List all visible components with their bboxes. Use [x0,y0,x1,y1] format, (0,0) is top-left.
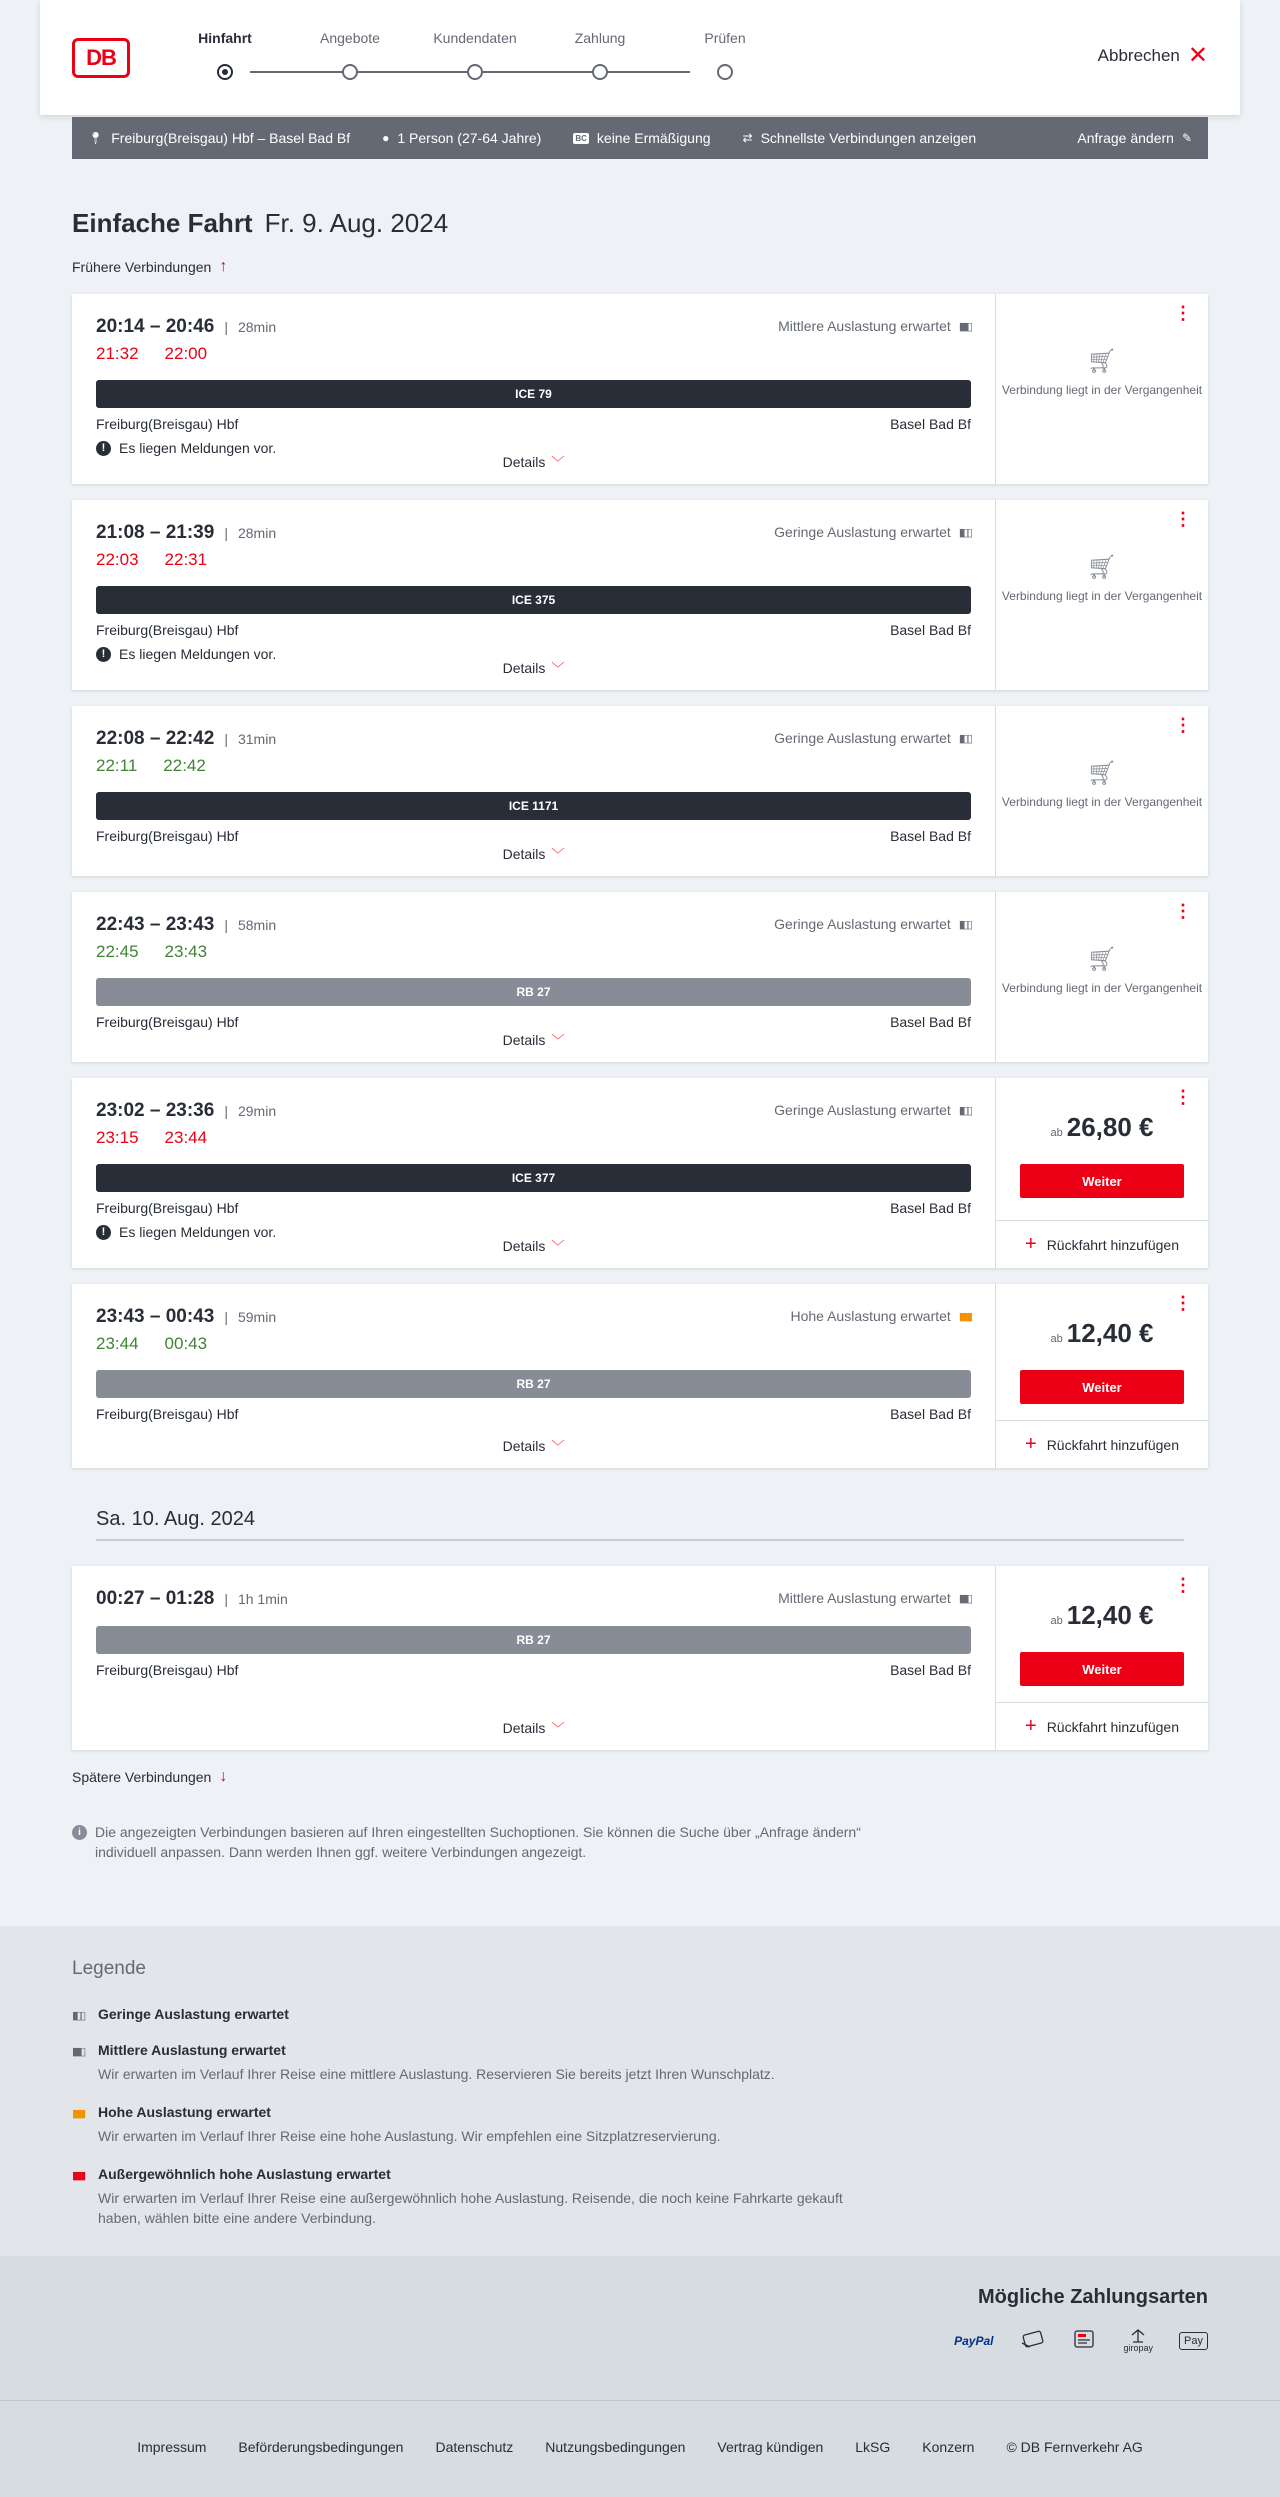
price-prefix: ab [1050,1333,1063,1345]
duration: 28min [237,319,277,335]
divider: | [224,917,228,933]
train-bar[interactable]: ICE 377 [96,1164,971,1192]
footer-link[interactable]: Nutzungsbedingungen [545,2439,686,2455]
occupancy-icon: ▮▮▯ [958,1592,971,1605]
price [996,1600,1208,1631]
realtime-departure: 22:03 [96,550,139,569]
step-pruefen[interactable]: Prüfen [670,30,780,80]
legend-desc: Wir erwarten im Verlauf Ihrer Reise eine mittlere Auslastung. Reservieren Sie bereits jetzt Ihren Wunschplatz. [98,2066,775,2082]
occupancy-icon: ▮▮▮ [958,1310,971,1323]
stations [96,416,971,432]
arrival-station: Basel Bad Bf [890,416,971,432]
duration: 1h 1min [237,1591,288,1607]
more-options-icon[interactable]: ⋮ [1174,509,1192,529]
stations [96,1200,971,1216]
footer-link[interactable]: Impressum [137,2439,207,2455]
cart-unavailable-icon: 🛒︎ [1086,760,1118,787]
stations [96,1406,971,1422]
details-button[interactable] [72,1436,995,1455]
price-prefix: ab [1050,1615,1063,1627]
step-dot-icon [717,64,733,80]
arrival-station: Basel Bad Bf [890,1662,971,1678]
load-indicator [778,318,971,334]
legend-item [72,2104,1208,2146]
divider: | [224,1309,228,1325]
load-indicator [778,1590,971,1606]
discount-summary[interactable]: BC keine Ermäßigung [575,130,711,146]
legend-desc: Wir erwarten im Verlauf Ihrer Reise eine außergewöhnlich hohe Auslastung. Reisende, die noch keine Fahrkarte gekauft haben, wählen bitte eine andere Verbindung. [98,2190,843,2226]
realtime-arrival: 00:43 [164,1334,208,1353]
realtime-arrival: 23:43 [164,942,208,961]
details-label: Details [502,1032,546,1048]
planned-times: 20:14 – 20:46 [96,316,215,337]
continue-button[interactable]: Weiter [1020,1652,1184,1686]
chevron-down-icon: ﹀ [551,1239,565,1254]
plus-icon: + [1025,1715,1037,1737]
location-pin-icon: 📍︎ [88,131,104,145]
connection-main [72,294,995,484]
step-zahlung[interactable]: Zahlung [545,30,655,80]
planned-times: 00:27 – 01:28 [96,1588,215,1609]
stations [96,1662,971,1678]
occupancy-icon: ▮▮▮ [72,2108,85,2120]
past-connection [996,760,1208,810]
departure-station: Freiburg(Breisgau) Hbf [96,1406,239,1422]
occupancy-icon: ▮▮▯ [72,2046,85,2058]
alert-icon: ! [96,1225,111,1240]
close-icon: ✕ [1187,42,1208,69]
load-indicator [774,524,971,540]
step-dot-icon [592,64,608,80]
load-indicator [774,1102,971,1118]
offer-panel [995,1078,1208,1268]
realtime-departure: 22:11 [96,756,138,775]
realtime-departure: 22:45 [96,942,139,961]
trip-date: Fr. 9. Aug. 2024 [264,208,449,238]
footer-link[interactable]: LkSG [855,2439,891,2455]
details-button[interactable] [72,452,995,471]
legend-name: Hohe Auslastung erwartet [98,2104,271,2120]
plus-icon: + [1025,1433,1037,1455]
connection-main [72,500,995,690]
details-button[interactable] [72,844,995,863]
chevron-down-icon: ﹀ [551,847,565,862]
arrow-up-icon: ↑ [219,258,228,275]
search-summary-bar [72,117,1208,159]
past-text: Verbindung liegt in der Vergangenheit [1001,981,1203,995]
load-label: Geringe Auslastung erwartet [774,916,951,932]
train-bar[interactable]: ICE 1171 [96,792,971,820]
divider: | [224,1103,228,1119]
departure-station: Freiburg(Breisgau) Hbf [96,1014,239,1030]
change-request-button[interactable]: Anfrage ändern ✎ [1077,130,1192,146]
realtime-departure: 23:15 [96,1128,139,1147]
details-label: Details [502,1438,546,1454]
legend-list [72,2006,1208,2228]
search-info: i Die angezeigten Verbindungen basieren auf Ihren eingestellten Suchoptionen. Sie können die Suche über „Anfrage ändern“ individuell anpassen. Dann werden Ihnen ggf. weitere Verbindungen angezeigt. [72,1822,872,1862]
offer-panel [995,1284,1208,1468]
alert-icon: ! [96,647,111,662]
more-options-icon[interactable]: ⋮ [1174,303,1192,323]
sepa-icon [1072,2328,1098,2353]
details-button[interactable] [72,1030,995,1049]
apple-pay-icon: Pay [1179,2332,1208,2350]
details-label: Details [502,1720,546,1736]
connection-card[interactable] [72,706,1208,876]
later-connections-link[interactable]: Spätere Verbindungen ↓ [72,1768,228,1785]
cart-unavailable-icon: 🛒︎ [1086,946,1118,973]
cart-unavailable-icon: 🛒︎ [1086,348,1118,375]
duration: 58min [237,917,277,933]
step-hinfahrt[interactable]: Hinfahrt [170,30,280,80]
legend-item [72,2042,1208,2084]
occupancy-icon: ▮▯▯ [958,526,971,539]
planned-times: 22:08 – 22:42 [96,728,215,749]
credit-card-icon [1020,2329,1046,2352]
chevron-down-icon: ﹀ [551,1721,565,1736]
connection-card[interactable] [72,892,1208,1062]
more-options-icon[interactable]: ⋮ [1174,715,1192,735]
legend-item [72,2166,1208,2228]
page-title [72,208,448,239]
occupancy-icon: ▮▮▯ [958,320,971,333]
past-text: Verbindung liegt in der Vergangenheit [1001,383,1203,397]
connection-main [72,706,995,876]
divider: | [224,731,228,747]
legend-text [98,2104,858,2146]
more-options-icon[interactable]: ⋮ [1174,1087,1192,1107]
offer-panel [995,500,1208,690]
more-options-icon[interactable]: ⋮ [1174,901,1192,921]
realtime-departure: 23:44 [96,1334,139,1353]
person-icon: ● [382,131,390,145]
past-connection [996,946,1208,996]
connection-main [72,1284,995,1468]
load-indicator [774,730,971,746]
legend-item [72,2006,1208,2022]
legend-title: Legende [72,1958,146,1979]
realtime-times [96,1128,971,1148]
details-label: Details [502,846,546,862]
details-label: Details [502,454,546,470]
planned-times: 22:43 – 23:43 [96,914,215,935]
occupancy-icon: ▮▯▯ [958,1104,971,1117]
footer-link[interactable]: Datenschutz [435,2439,514,2455]
notice-text: Es liegen Meldungen vor. [119,440,277,456]
occupancy-icon: ▮▮▮ [72,2170,85,2182]
departure-station: Freiburg(Breisgau) Hbf [96,828,239,844]
price-value: 12,40 € [1066,1600,1154,1630]
arrow-down-icon: ↓ [219,1768,228,1785]
passenger-summary[interactable]: ● 1 Person (27-64 Jahre) [382,130,542,146]
footer-link[interactable]: Beförderungsbedingungen [238,2439,404,2455]
paypal-icon: PayPal [954,2333,994,2348]
header [40,0,1240,115]
load-label: Hohe Auslastung erwartet [790,1308,951,1324]
giropay-icon: giropay [1124,2329,1154,2353]
connection-card[interactable] [72,1566,1208,1750]
route-summary[interactable]: 📍︎ Freiburg(Breisgau) Hbf – Basel Bad Bf [88,130,351,146]
chevron-down-icon: ﹀ [551,1439,565,1454]
offer-panel [995,294,1208,484]
step-kundendaten[interactable]: Kundendaten [420,30,530,80]
cart-unavailable-icon: 🛒︎ [1086,554,1118,581]
train-bar[interactable]: RB 27 [96,978,971,1006]
realtime-times [96,1334,971,1354]
return-label: Rückfahrt hinzufügen [1046,1718,1179,1735]
continue-button[interactable]: Weiter [1020,1164,1184,1198]
planned-times: 23:02 – 23:36 [96,1100,215,1121]
realtime-arrival: 22:00 [164,344,208,363]
load-label: Mittlere Auslastung erwartet [778,1590,951,1606]
load-label: Mittlere Auslastung erwartet [778,318,951,334]
stations [96,622,971,638]
details-label: Details [502,660,546,676]
legend-name: Mittlere Auslastung erwartet [98,2042,286,2058]
arrival-station: Basel Bad Bf [890,1406,971,1422]
db-logo[interactable]: DB [72,38,130,78]
plus-icon: + [1025,1233,1037,1255]
stations [96,828,971,844]
details-button[interactable] [72,1236,995,1255]
offer-panel [995,892,1208,1062]
past-text: Verbindung liegt in der Vergangenheit [1001,795,1203,809]
info-icon: i [72,1825,87,1840]
step-dot-icon [467,64,483,80]
footer-links [0,2439,1280,2455]
earlier-connections-link[interactable]: Frühere Verbindungen ↑ [72,258,228,275]
cancel-label: Abbrechen [1097,46,1180,65]
price [996,1112,1208,1143]
step-dot-icon [217,64,233,80]
occupancy-icon: ▮▯▯ [958,732,971,745]
realtime-arrival: 22:42 [163,756,206,775]
stations [96,1014,971,1030]
train-bar[interactable]: RB 27 [96,1370,971,1398]
day-separator: Sa. 10. Aug. 2024 [96,1508,1184,1541]
realtime-times [96,756,971,776]
departure-station: Freiburg(Breisgau) Hbf [96,1200,239,1216]
departure-station: Freiburg(Breisgau) Hbf [96,622,239,638]
payment-icons [954,2328,1208,2353]
price-value: 12,40 € [1066,1318,1154,1348]
price-prefix: ab [1050,1127,1063,1139]
realtime-departure: 21:32 [96,344,139,363]
add-return-button[interactable] [996,1702,1208,1750]
add-return-button[interactable] [996,1420,1208,1468]
train-bar[interactable]: RB 27 [96,1626,971,1654]
trip-type: Einfache Fahrt [72,208,253,238]
connection-card[interactable] [72,500,1208,690]
arrival-station: Basel Bad Bf [890,828,971,844]
planned-times: 23:43 – 00:43 [96,1306,215,1327]
realtime-times [96,942,971,962]
realtime-arrival: 22:31 [164,550,208,569]
chevron-down-icon: ﹀ [551,455,565,470]
more-options-icon[interactable]: ⋮ [1174,1293,1192,1313]
connection-main [72,892,995,1062]
step-angebote[interactable]: Angebote [295,30,405,80]
legend-name: Geringe Auslastung erwartet [98,2006,289,2022]
train-bar[interactable]: ICE 375 [96,586,971,614]
departure-station: Freiburg(Breisgau) Hbf [96,416,239,432]
legend-text [98,2166,858,2228]
notice-text: Es liegen Meldungen vor. [119,646,277,662]
step-dot-icon [342,64,358,80]
payment-methods [0,2256,1280,2400]
train-bar[interactable]: ICE 79 [96,380,971,408]
planned-times: 21:08 – 21:39 [96,522,215,543]
load-label: Geringe Auslastung erwartet [774,730,951,746]
offer-panel [995,1566,1208,1750]
arrival-station: Basel Bad Bf [890,1200,971,1216]
arrival-station: Basel Bad Bf [890,622,971,638]
swap-icon: ⇄ [742,131,753,145]
duration: 29min [237,1103,277,1119]
cancel-button[interactable] [1097,42,1208,69]
connection-card[interactable] [72,294,1208,484]
price-value: 26,80 € [1066,1112,1154,1142]
chevron-down-icon: ﹀ [551,1033,565,1048]
departure-station: Freiburg(Breisgau) Hbf [96,1662,239,1678]
connection-main [72,1078,995,1268]
price [996,1318,1208,1349]
add-return-button[interactable] [996,1220,1208,1268]
divider: | [224,319,228,335]
details-button[interactable] [72,658,995,677]
legend-name: Außergewöhnlich hohe Auslastung erwartet [98,2166,391,2182]
copyright: © DB Fernverkehr AG [1006,2439,1143,2455]
details-label: Details [502,1238,546,1254]
alert-icon: ! [96,441,111,456]
divider: | [224,525,228,541]
past-connection [996,348,1208,398]
legend-text [98,2042,858,2084]
connection-card[interactable] [72,1284,1208,1468]
past-text: Verbindung liegt in der Vergangenheit [1001,589,1203,603]
footer-link[interactable]: Konzern [922,2439,975,2455]
details-button[interactable] [72,1718,995,1737]
return-label: Rückfahrt hinzufügen [1046,1236,1179,1253]
connection-main [72,1566,995,1750]
return-label: Rückfahrt hinzufügen [1046,1436,1179,1453]
fastest-toggle[interactable]: ⇄ Schnellste Verbindungen anzeigen [742,130,977,146]
occupancy-icon: ▮▯▯ [72,2010,85,2022]
chevron-down-icon: ﹀ [551,661,565,676]
duration: 31min [237,731,277,747]
footer-link[interactable]: Vertrag kündigen [717,2439,824,2455]
legend-desc: Wir erwarten im Verlauf Ihrer Reise eine hohe Auslastung. Wir empfehlen eine Sitzplatzreservierung. [98,2128,721,2144]
pencil-icon: ✎ [1181,131,1192,145]
continue-button[interactable]: Weiter [1020,1370,1184,1404]
footer [0,2400,1280,2497]
legend [0,1926,1280,2256]
load-indicator [774,916,971,932]
duration: 28min [237,525,277,541]
connection-card[interactable] [72,1078,1208,1268]
past-connection [996,554,1208,604]
realtime-times [96,344,971,364]
load-label: Geringe Auslastung erwartet [774,524,951,540]
realtime-times [96,550,971,570]
load-indicator [791,1308,972,1324]
offer-panel [995,706,1208,876]
load-label: Geringe Auslastung erwartet [774,1102,951,1118]
duration: 59min [237,1309,277,1325]
more-options-icon[interactable]: ⋮ [1174,1575,1192,1595]
arrival-station: Basel Bad Bf [890,1014,971,1030]
divider: | [224,1591,228,1607]
bahncard-icon: BC [575,133,587,143]
notice-text: Es liegen Meldungen vor. [119,1224,277,1240]
legend-text [98,2006,289,2022]
payment-title: Mögliche Zahlungsarten [977,2286,1208,2308]
occupancy-icon: ▮▯▯ [958,918,971,931]
progress-stepper [170,30,746,90]
realtime-arrival: 23:44 [164,1128,208,1147]
